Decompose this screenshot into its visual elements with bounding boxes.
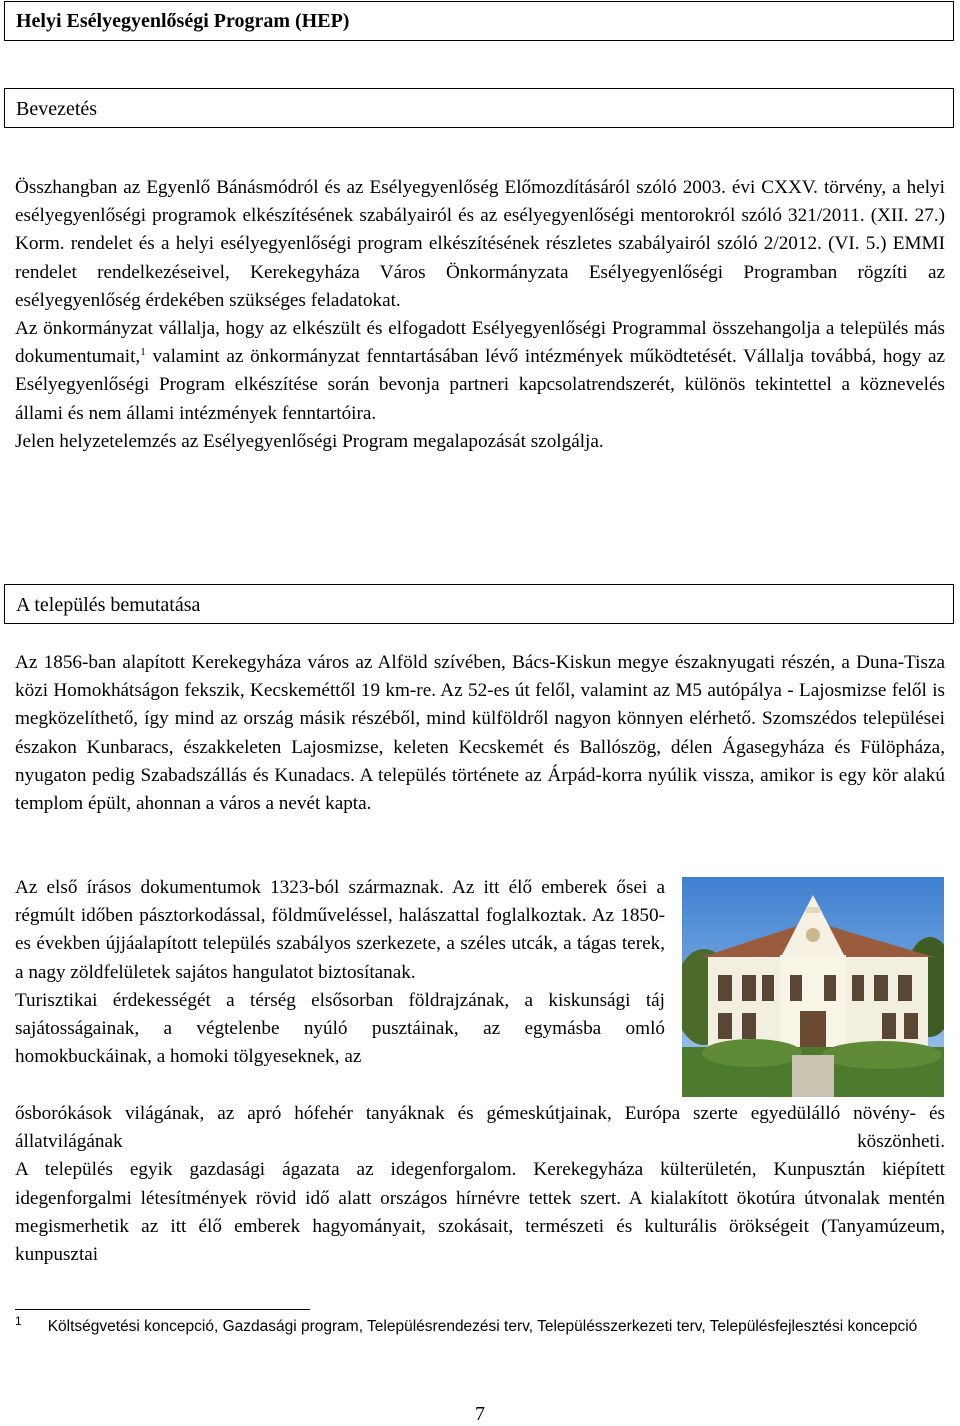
town-text-bottom — [15, 1100, 945, 1269]
intro-p2-end: valamint az önkormányzat fenntartásában lévő intézmények működtetését. Vállalja továbbá, hogy az Esélyegyenlőségi Program elkészítése során bevonja partneri kapcsolatrendszerét, különös tekintettel a köznevelés állami és nem állami intézmények fenntartóira. — [15, 346, 945, 424]
section-heading-intro: Bevezetés — [4, 88, 954, 128]
town-text-top — [15, 649, 945, 818]
intro-p2-start: Az önkormányzat vállalja, hogy az elkészült és elfogadott Esélyegyenlőségi Programmal összehangolja a település más dokumentumait, — [15, 318, 945, 368]
footnote — [15, 1316, 943, 1338]
town-text-beside-photo — [15, 874, 665, 1071]
intro-paragraph-3: Jelen helyzetelemzés az Esélyegyenlőségi Program megalapozását szolgálja. — [15, 430, 604, 452]
town-paragraph-3-end: ősborókások világának, az apró hófehér tanyáknak és gémeskútjainak, Európa szerte egyedülálló növény- és állatvilágának köszönheti. — [15, 1103, 945, 1153]
town-paragraph-2: Az első írásos dokumentumok 1323-ból származnak. Az itt élő emberek ősei a régmúlt időben pásztorkodással, földműveléssel, halászattal foglalkoztak. Az 1850-es években újjáalapított település szabályos szerkezete, a széles utcák, a tágas terek, a nagy zöldfelületek sajátos hangulatot biztosítanak. — [15, 877, 665, 983]
footnote-reference[interactable]: 1 — [140, 346, 146, 359]
intro-paragraph-2 — [15, 315, 945, 428]
footnote-text: Költségvetési koncepció, Gazdasági program, Településrendezési terv, Településszerkezeti terv, Településfejlesztési koncepció — [47, 1318, 918, 1335]
page-number: 7 — [475, 1403, 485, 1425]
intro-text — [15, 174, 945, 456]
town-paragraph-1: Az 1856-ban alapított Kerekegyháza város az Alföld szívében, Bács-Kiskun megye északnyugati részén, a Duna-Tisza közi Homokhátságon fekszik, Kecskeméttől 19 km-re. Az 52-es út felől, valamint az M5 autópálya - Lajosmizse felől is megközelíthető, így mind az ország másik részéből, mind külföldről nagyon könnyen elérhető. Szomszédos települései északon Kunbaracs, északkeleten Lajosmizse, keleten Kecskemét és Ballószög, délen Ágasegyháza és Fülöpháza, nyugaton pedig Szabadszállás és Kunadacs. A település története az Árpád-korra nyúlik vissza, amikor is egy kör alakú templom épült, ahonnan a város a nevét kapta. — [15, 652, 945, 815]
town-paragraph-4: A település egyik gazdasági ágazata az idegenforgalom. Kerekegyháza külterületén, Kunpusztán kiépített idegenforgalmi létesítmények rövid idő alatt országos hírnévre tettek szert. A kialakított ökotúra útvonalak mentén megismerhetik az itt élő emberek hagyományait, szokásait, természeti és kulturális örökségeit (Tanyamúzeum, kunpusztai — [15, 1159, 945, 1266]
town-building-photo — [682, 877, 944, 1097]
section-heading-town: A település bemutatása — [4, 584, 954, 624]
document-title: Helyi Esélyegyenlőségi Program (HEP) — [4, 1, 954, 41]
intro-paragraph-1: Összhangban az Egyenlő Bánásmódról és az Esélyegyenlőség Előmozdításáról szóló 2003. évi CXXV. törvény, a helyi esélyegyenlőségi programok elkészítésének szabályairól és az esélyegyenlőségi mentorokról szóló 321/2011. (XII. 27.) Korm. rendelet és a helyi esélyegyenlőségi program elkészítésének részletes szabályairól szóló 2/2012. (VI. 5.) EMMI rendelet rendelkezéseivel, Kerekegyháza Város Önkormányzata Esélyegyenlőségi Programban rögzíti az esélyegyenlőség érdekében szükséges feladatokat. — [15, 177, 945, 311]
footnote-separator — [15, 1309, 310, 1310]
footnote-mark: 1 — [15, 1314, 22, 1328]
town-paragraph-3-start: Turisztikai érdekességét a térség elsősorban földrajzának, a kiskunsági táj sajátosságainak, a végtelenbe nyúló pusztáinak, az egymásba omló homokbuckáinak, a homoki tölgyeseknek, az — [15, 989, 665, 1068]
